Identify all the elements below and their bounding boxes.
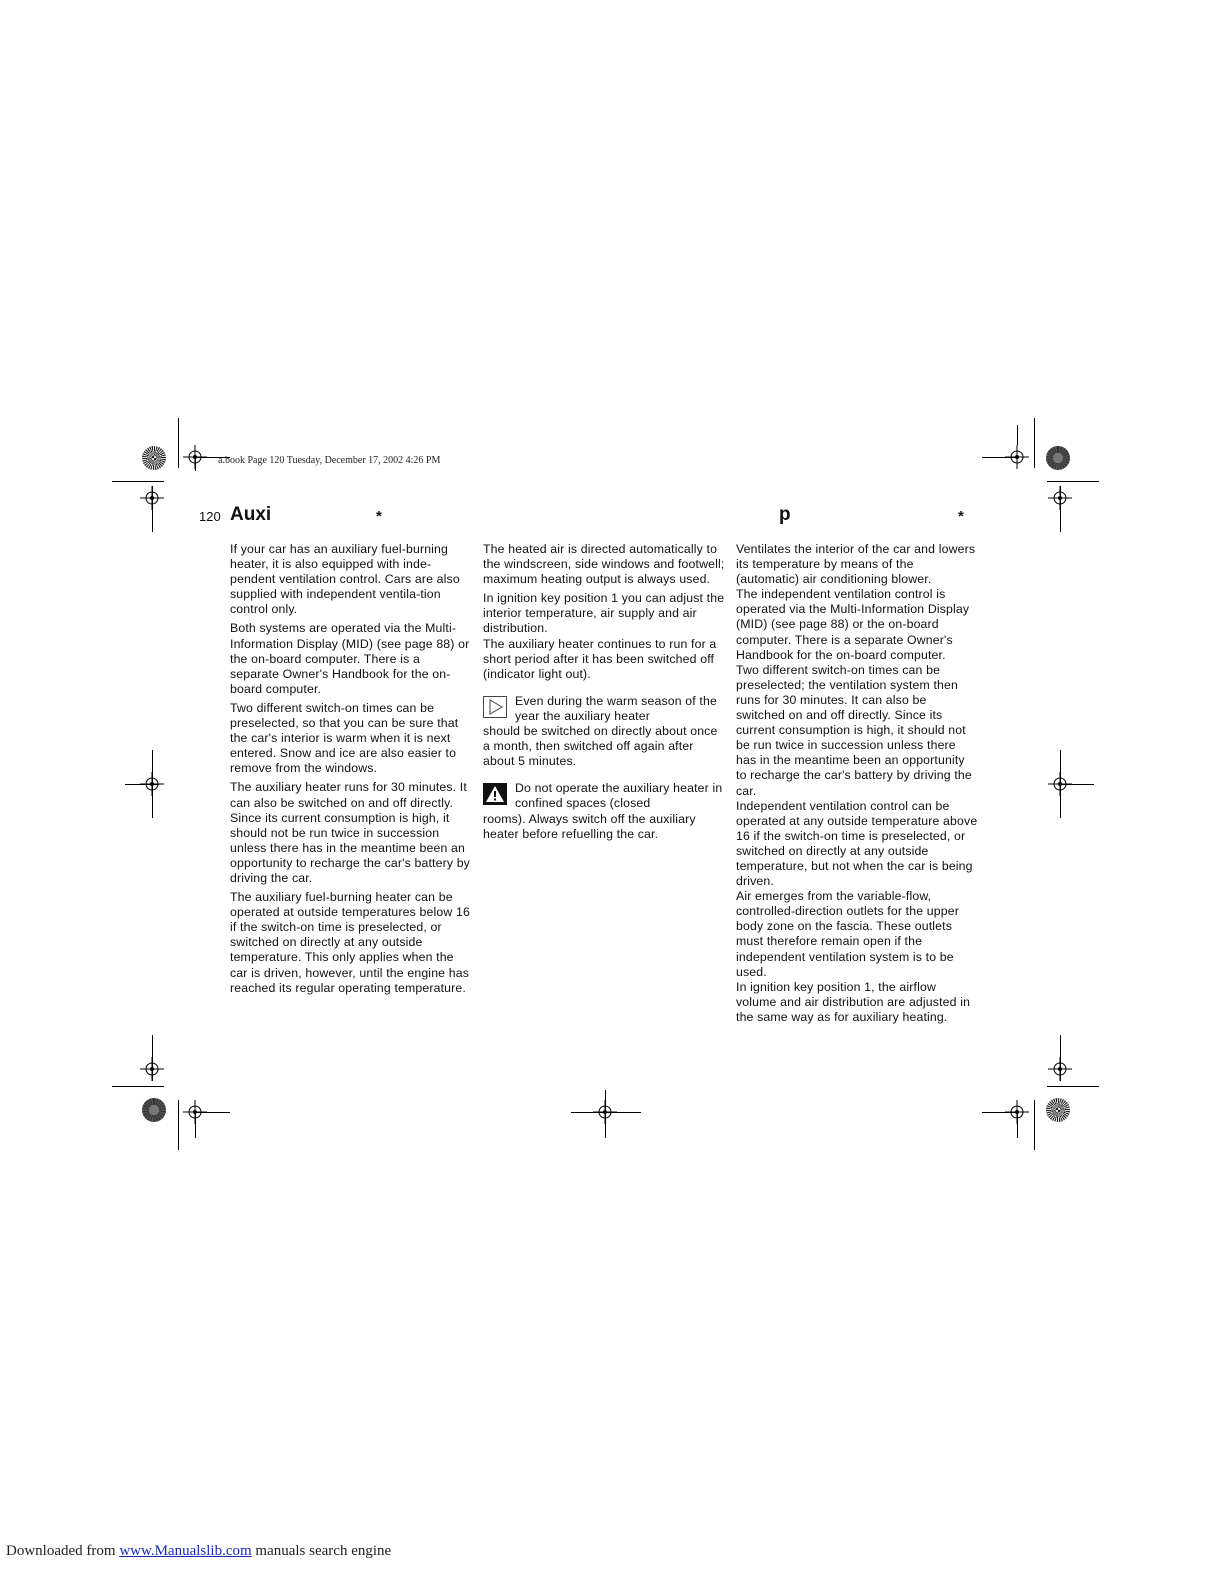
paragraph: Ventilates the interior of the car and lowers its temperature by means of the (automatic) air conditioning blower. <box>736 542 976 587</box>
tip-text-first: Even during the warm season of the year the auxiliary heater <box>515 693 717 723</box>
paragraph: The heated air is directed automatically to the windscreen, side windows and footwell; maximum heating output is always used. <box>483 542 725 587</box>
paragraph: Air emerges from the variable-flow, controlled-direction outlets for the upper body zone on the fascia. These outlets must therefore remain open if the independent ventilation system is to be used. <box>736 889 959 979</box>
crop-mark <box>178 1100 179 1150</box>
section-title: Auxi <box>230 504 272 525</box>
registration-line <box>196 1112 230 1113</box>
print-header: a.book Page 120 Tuesday, December 17, 2002 4:26 PM <box>218 455 441 466</box>
registration-line <box>1017 1112 1018 1138</box>
registration-line <box>982 457 1016 458</box>
paragraph: Independent ventilation control can be operated at any outside temperature above 16 if the switch-on time is preselected, or switched on directly at any outside temperature, but not when the car is being driven. <box>736 798 978 889</box>
paragraph: The auxiliary heater runs for 30 minutes. It can also be switched on and off directly. Since its current consumption is high, it should not be run twice in succession unless there has in the meantime been an opportunity to recharge the car's battery by driving the car. <box>230 780 470 885</box>
warning-text-rest: rooms). Always switch off the auxiliary heater before refuelling the car. <box>483 811 696 841</box>
registration-line <box>125 784 159 785</box>
footer-prefix: Downloaded from <box>6 1543 120 1559</box>
registration-line <box>1060 1035 1061 1081</box>
registration-line <box>152 1035 153 1081</box>
manualslib-link[interactable]: www.Manualslib.com <box>119 1543 252 1559</box>
paragraph: The auxiliary fuel-burning heater can be operated at outside temperatures below 16 if the switch-on time is preselected, or switched on directly at any outside temperature. This only applies when the car is driven, however, until the engine has reached its regular operating temperature. <box>230 890 470 995</box>
registration-line <box>571 1112 641 1113</box>
registration-line <box>982 1112 1016 1113</box>
paragraph: Both systems are operated via the Multi-Information Display (MID) (see page 88) or the on-board computer. There is a separate Owner's Handbook for the on-board computer. <box>230 621 470 696</box>
warning-icon <box>483 783 507 805</box>
registration-line <box>152 486 153 532</box>
registration-line <box>605 1090 606 1138</box>
warning-text-first: Do not operate the auxiliary heater in confined spaces (closed <box>515 781 723 811</box>
paragraph: If your car has an auxiliary fuel-burning heater, it is also equipped with inde-pendent ventilation control. Cars are also supplied with independent ventila-tion control only. <box>230 542 460 617</box>
crop-mark <box>1034 1100 1035 1150</box>
registration-line <box>1017 425 1018 445</box>
warning-note <box>483 781 725 841</box>
text-column-middle <box>483 542 725 854</box>
tip-note <box>483 694 725 769</box>
paragraph: The auxiliary heater continues to run for a short period after it has been switched off (indicator light out). <box>483 636 717 681</box>
color-rosette-icon <box>142 446 166 470</box>
crop-mark <box>112 1086 164 1087</box>
title-asterisk: * <box>376 508 382 525</box>
crop-mark <box>112 481 164 482</box>
text-column-left <box>230 542 472 1000</box>
color-rosette-icon <box>1046 446 1070 470</box>
registration-line <box>1060 784 1094 785</box>
footer-suffix: manuals search engine <box>251 1543 392 1559</box>
registration-line <box>195 1112 196 1138</box>
title-fragment: p <box>779 504 791 525</box>
crop-mark <box>178 418 179 468</box>
tip-arrow-icon <box>483 696 507 718</box>
paragraph: In ignition key position 1, the airflow volume and air distribution are adjusted in the same way as for auxiliary heating. <box>736 979 971 1024</box>
crop-mark <box>1034 418 1035 468</box>
title-asterisk: * <box>958 508 964 525</box>
download-footer <box>6 1543 391 1560</box>
registration-line <box>195 457 196 471</box>
paragraph: In ignition key position 1 you can adjust the interior temperature, air supply and air distribution. <box>483 591 725 636</box>
paragraph: Two different switch-on times can be preselected; the ventilation system then runs for 30 minutes. It can also be switched on and off directly. Since its current consumption is high, it should not be run twice in succession unless there has in the meantime been an opportunity to recharge the car's battery by driving the car. <box>736 662 972 798</box>
crop-mark <box>1047 481 1099 482</box>
tip-text-rest: should be switched on directly about once a month, then switched off again after about 5 minutes. <box>483 724 718 769</box>
color-rosette-icon <box>1046 1098 1070 1122</box>
registration-line <box>1060 486 1061 532</box>
paragraph: Two different switch-on times can be preselected, so that you can be sure that the car's interior is warm when it is next entered. Snow and ice are also easier to remove from the windows. <box>230 700 459 776</box>
text-column-right <box>736 542 978 1025</box>
paragraph: The independent ventilation control is operated via the Multi-Information Display (MID) (see page 88) or the on-board computer. There is a separate Owner's Handbook for the on-board computer. <box>736 587 970 662</box>
color-rosette-icon <box>142 1098 166 1122</box>
page-number: 120 <box>199 509 221 524</box>
crop-mark <box>1047 1086 1099 1087</box>
